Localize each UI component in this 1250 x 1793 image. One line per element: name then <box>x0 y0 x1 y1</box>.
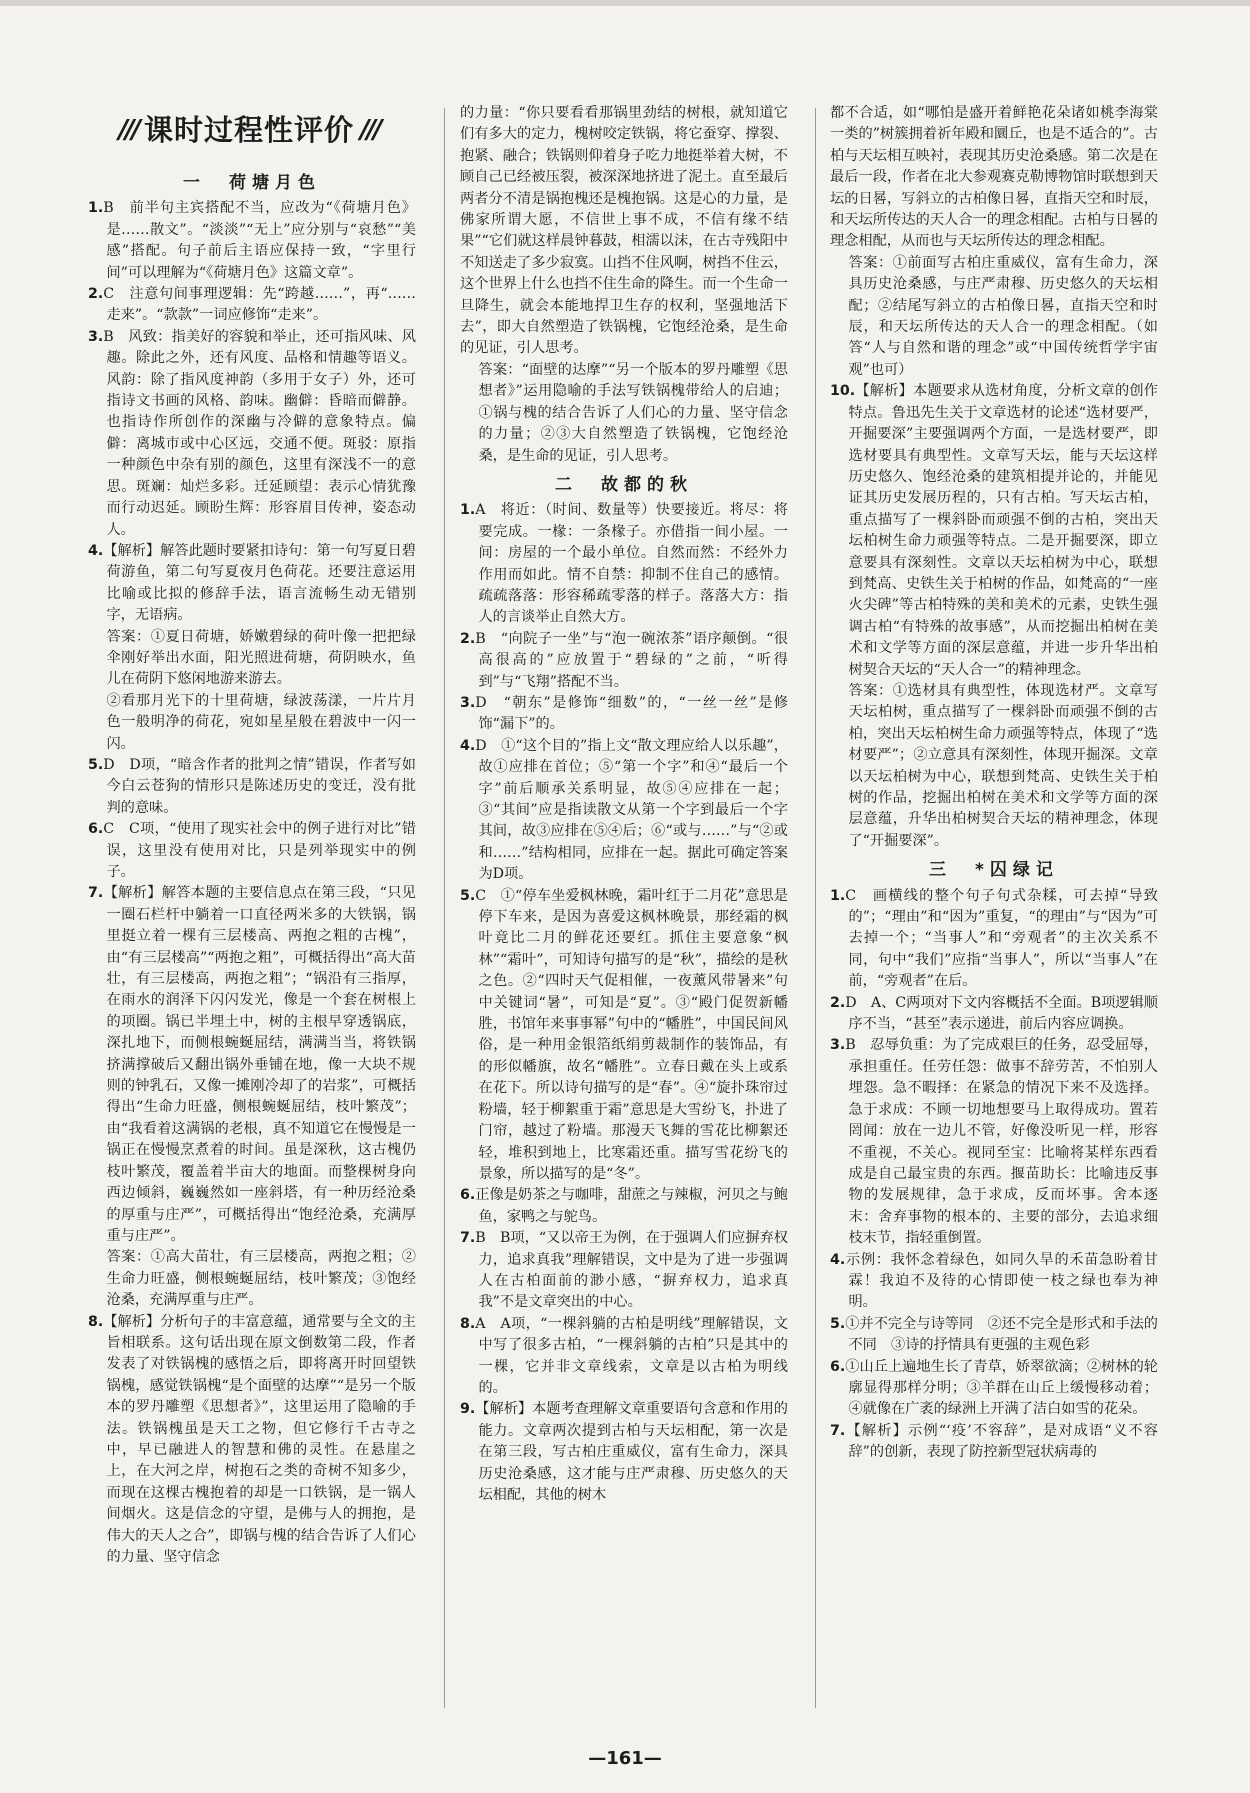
item-text: D “朝东”是修饰“细数”的，“一丝一丝”是修饰“漏下”的。 <box>475 694 788 733</box>
answer-text: ②看那月光下的十里荷塘，绿波荡漾，一片片月色一般明净的荷花，宛如星星般在碧波中一闪一闪。 <box>106 692 416 752</box>
answer-text: 答案：①高大苗壮，有三层楼高，两抱之粗；②生命力旺盛，侧根蜿蜒屈结，枝叶繁茂；③饱经沧桑，充满厚重与庄严。 <box>106 1249 416 1309</box>
item-number: 9. <box>460 1401 476 1418</box>
answer-item <box>460 629 788 693</box>
answer-text: 答案：①前面写古柏庄重威仪，富有生命力，深具历史沧桑感，与庄严肃穆、历史悠久的天坛相配；②结尾写斜立的古柏像日晷，直指天空和时辰，和天坛所传达的天人合一的理念相配。（如答“人与自然和谐的理念”或“中国传统哲学宇宙观”也可） <box>848 254 1158 378</box>
answer-text: 答案：①选材具有典型性，体现选材严。文章写天坛柏树，重点描写了一棵斜卧而顽强不倒的古柏，突出天坛柏树生命力顽强等特点，体现了“选材要严”；②立意具有深刻性，体现开掘深。文章以天坛柏树为中心，联想到梵高、史铁生关于柏树的作品，挖掘出柏树在美术和文学等方面的深层意蕴，升华出柏树契合天坛的精神理念，体现了“开掘要深”。 <box>848 682 1158 849</box>
answer-list <box>88 198 416 1568</box>
item-text: 【解析】解答本题的主要信息点在第三段，“只见一圈石栏杆中躺着一口直径两米多的大铁锅，锅里挺立着一棵有三层楼高、两抱之粗的古槐”，由“有三层楼高”“两抱之粗”，可概括得出“高大苗壮，有三层楼高，两抱之粗”；“锅沿有三指厚，在雨水的润泽下闪闪发光，像是一个套在树根上的项圈。锅已半埋土中，树的主根早穿透锅底，深扎地下，而侧根蜿蜒屈结，满满当当，将铁锅挤满撑破后又翻出锅外垂铺在地，像一大块不规则的钟乳石，又像一摊刚冷却了的岩浆”，可概括得出“生命力旺盛，侧根蜿蜒屈结，枝叶繁茂”；由“我看着这满锅的老根，真不知道它在慢慢是一锅正在慢慢烹煮着的时间。虽是深秋，这古槐仍枝叶繁茂，覆盖着半亩大的地面。而整棵树身向西边倾斜，巍巍然如一座斜塔，有一种历经沧桑的厚重与庄严”，可概括得出“饱经沧桑，充满厚重与庄严”。 <box>103 885 416 1244</box>
answer-item <box>830 1314 1158 1357</box>
answer-continuation: 的力量：“你只要看看那锅里劲结的树根，就知道它们有多大的定力，槐树咬定铁锅，将它蚕穿、撑裂、抱紧、融合；铁锅则仰着身子吃力地挺举着大树，不顾自己已经被压裂，被深深地挤进了泥土。直至最后两者分不清是锅抱槐还是槐抱锅。这是心的力量，是佛家所谓大愿，不信世上事不成，不信有缘不结果”“它们就这样晨钟暮鼓，相濡以沫，在古寺残阳中不知送走了多少寂寞。山挡不住风啊，树挡不住云，这个世界上什么也挡不住生命的降生。而一个生命一旦降生，就会本能地捍卫生存的权利，坚强地活下去”，即大自然塑造了铁锅槐，它饱经沧桑，是生命的见证，引人思考。 <box>460 105 788 357</box>
answer-item <box>88 819 416 883</box>
item-number: 7. <box>88 885 104 902</box>
item-number: 6. <box>830 1358 846 1375</box>
answer-item <box>88 327 416 541</box>
page-banner <box>88 111 410 151</box>
item-text: 【解析】分析句子的丰富意蕴，通常要与全文的主旨相联系。这句话出现在原文倒数第二段，作者发表了对铁锅槐的感悟之后，即将离开时回望铁锅槐，感觉铁锅槐“是个面壁的达摩”“是另一个版本的罗丹雕塑《思想者》”，这里运用了隐喻的手法。铁锅槐虽是天工之物，但它修行千古寺之中，早已融进人的智慧和佛的灵性。在悬崖之上，在大河之岸，树抱石之类的奇树不知多少，而现在这棵古槐抱着的却是一口铁锅，是一锅人间烟火。这是信念的守望，是佛与人的拥抱，是伟大的天人之合”，即锅与槐的结合告诉了人们心的力量、坚守信念 <box>103 1313 416 1565</box>
item-number: 6. <box>88 821 104 838</box>
answer-item <box>88 883 416 1247</box>
item-text: 示例：我怀念着绿色，如同久旱的禾苗急盼着甘霖！我迫不及待的心情即使一枝之绿也奉为神明。 <box>845 1251 1158 1311</box>
answer-item <box>830 1250 1158 1314</box>
section-title: 三 *囚绿记 <box>929 860 1059 881</box>
item-text: C 注意句间事理逻辑：先“跨越……”，再“……走来”。“款款”一词应修饰“走来”。 <box>103 286 416 324</box>
item-number: 3. <box>88 328 104 345</box>
item-number: 6. <box>460 1187 476 1204</box>
item-text: 【解析】本题考查理解文章重要语句含意和作用的能力。文章两次提到古柏与天坛相配，第一次是在第三段，写古柏庄重威仪，富有生命力，深具历史沧桑感，这才能与庄严肃穆、历史悠久的天坛相配，其他的树木 <box>475 1401 788 1503</box>
answer-item <box>460 736 788 886</box>
item-text: B 前半句主宾搭配不当，应改为“《荷塘月色》是……散文”。“淡淡”“无上”应分别与“哀愁”“美感”搭配。句子前后主语应保持一致，“字里行间”可以理解为“《荷塘月色》这篇文章”。 <box>103 200 416 281</box>
answer-item <box>460 1314 788 1400</box>
column-middle <box>460 103 788 1718</box>
item-text: A A项，“一棵斜躺的古柏是明线”理解错误，文中写了很多古柏，“一棵斜躺的古柏”只是其中的一棵，它并非文章线索，文章是以古柏为明线的。 <box>475 1315 788 1396</box>
item-text: 【解析】解答此题时要紧扣诗句：第一句写夏日碧荷游鱼，第二句写夏夜月色荷花。还要注意运用比喻或比拟的修辞手法，语言流畅生动无错别字，无语病。 <box>103 542 416 624</box>
item-number: 2. <box>830 994 846 1011</box>
banner-slashes-right: /// <box>360 115 380 146</box>
answer-item <box>88 198 416 284</box>
answer-item <box>460 886 788 1186</box>
column-divider <box>444 108 445 1708</box>
answer-item <box>830 886 1158 993</box>
item-number: 5. <box>88 756 104 773</box>
answer-item <box>830 1035 1158 1249</box>
item-text: D ①“这个目的”指上文“散文理应给人以乐趣”，故①应排在首位；⑤“第一个字”和④“最后一个字”前后顺承关系明显，故⑤④应排在一起；③“其间”应是指读散文从第一个字到最后一个字其间，故③应排在⑤④后；⑥“或与……”与“②或和……”结构相同，应排在一起。据此可确定答案为D项。 <box>475 737 788 883</box>
item-text: D D项，“暗含作者的批判之情”错误，作者写如今白云苍狗的情形只是陈述历史的变迁，没有批判的意味。 <box>103 756 416 816</box>
answer-list <box>460 500 788 1506</box>
column-divider <box>815 108 816 1708</box>
item-text: B 忍辱负重：为了完成艰巨的任务，忍受屈辱，承担重任。任劳任怨：做事不辞劳苦，不怕别人埋怨。急不暇择：在紧急的情况下来不及选择。急于求成：不顾一切地想要马上取得成功。置若罔闻：放在一边儿不管，好像没听见一样，形容不重视，不关心。视同至宝：比喻将某样东西看成是自己最宝贵的东西。揠苗助长：比喻违反事物的发展规律，急于求成，反而坏事。舍本逐末：舍弃事物的根本的、主要的部分，去追求细枝末节，指轻重倒置。 <box>845 1037 1158 1247</box>
item-text: D A、C两项对下文内容概括不全面。B项逻辑顺序不当，“甚至”表示递进，前后内容应调换。 <box>845 994 1158 1033</box>
column-left <box>88 103 416 1718</box>
answer-item <box>460 1228 788 1314</box>
item-text: C 画横线的整个句子句式杂糅，可去掉“导致的”；“理由”和“因为”重复，“的理由”与“因为”可去掉一个；“当事人”和“旁观者”的主次关系不同，句中“我们”应指“当事人”，所以“当事人”在前，“旁观者”在后。 <box>845 887 1158 990</box>
item-number: 5. <box>830 1315 846 1332</box>
item-number: 4. <box>88 542 104 559</box>
item-text: ①并不完全与诗等同 ②还不完全是形式和手法的不同 ③诗的抒情具有更强的主观色彩 <box>845 1315 1158 1354</box>
item-number: 2. <box>88 286 104 303</box>
answer-item <box>88 541 416 627</box>
banner-slashes-left: /// <box>118 115 138 146</box>
item-text: B 风致：指美好的容貌和举止，还可指风味、风趣。除此之外，还有风度、品格和情趣等语义。风韵：除了指风度神韵（多用于女子）外，还可指诗文书画的风格、韵味。幽僻：昏暗而僻静。也指诗作所创作的深幽与冷僻的意象特点。偏僻：离城市或中心区远，交通不便。斑驳：原指一种颜色中杂有别的颜色，这里有深浅不一的意思。斑斓：灿烂多彩。迁延顾望：表示心情犹豫而行动迟延。顾盼生辉：形容眉目传神，姿态动人。 <box>103 328 416 538</box>
answer-item <box>460 693 788 736</box>
answer-item <box>830 1421 1158 1464</box>
section-title: 一 荷塘月色 <box>183 173 321 193</box>
item-number: 1. <box>460 502 476 519</box>
answer-item <box>460 1185 788 1228</box>
section-title: 二 故都的秋 <box>555 474 693 495</box>
answer-item <box>830 993 1158 1036</box>
item-number: 4. <box>830 1251 846 1268</box>
item-text: 正像是奶茶之与咖啡，甜蔗之与辣椒，河贝之与鲍鱼，家鸭之与鸵鸟。 <box>475 1187 788 1225</box>
answer-item <box>88 284 416 327</box>
banner-title: 课时过程性评价 <box>143 113 354 148</box>
item-number: 2. <box>460 630 476 647</box>
answer-continuation: 都不合适，如“哪怕是盛开着鲜艳花朵诸如桃李海棠一类的”树簇拥着祈年殿和圜丘，也是不适合的”。古柏与天坛相互映衬，表现其历史沧桑感。第二次是在最后一段，作者在北大参观赛克勒博物馆时联想到天坛的日晷，写斜立的古柏像日晷，直指天空和时辰，和天坛所传达的天人合一的理念相配。古柏与日晷的理念相配，从而也与天坛所传达的理念相配。 <box>830 105 1158 250</box>
item-text: B B项，“又以帝王为例，在于强调人们应摒弃权力，追求真我”理解错误，文中是为了进一步强调人在古柏面前的渺小感，“摒弃权力，追求真我”不是文章突出的中心。 <box>475 1230 788 1311</box>
item-text: ①山丘上遍地生长了青草，娇翠欲滴；②树林的轮廓显得那样分明；③羊群在山丘上缓慢移动着；④就像在广袤的绿洲上开满了洁白如雪的花朵。 <box>845 1358 1158 1418</box>
item-text: B “向院子一坐”与“泡一碗浓茶”语序颠倒。“很高很高的”应放置于“碧绿的”之前，“听得到”与“飞翔”搭配不当。 <box>475 630 788 690</box>
answer-list <box>830 886 1158 1464</box>
item-number: 3. <box>460 694 476 711</box>
item-number: 1. <box>830 887 846 904</box>
item-text: C C项，“使用了现实社会中的例子进行对比”错误，这里没有使用对比，只是列举现实中的例子。 <box>103 821 416 880</box>
answer-item <box>460 1399 788 1506</box>
answer-item <box>88 1312 416 1569</box>
page-number: —161— <box>588 1748 662 1769</box>
item-number: 7. <box>830 1422 846 1439</box>
item-number: 8. <box>460 1315 476 1332</box>
item-number: 8. <box>88 1313 104 1330</box>
item-text: A 将近：（时间、数量等）快要接近。将尽：将要完成。一椽：一条椽子。亦借指一间小屋。一间：房屋的一个最小单位。自然而然：不经外力作用而如此。情不自禁：抑制不住自己的感情。疏疏落落：形容稀疏零落的样子。落落大方：指人的言谈举止自然大方。 <box>475 502 788 626</box>
column-right <box>830 103 1158 1718</box>
answer-text: 答案：①夏日荷塘，娇嫩碧绿的荷叶像一把把绿伞刚好举出水面，阳光照进荷塘，荷阴映水，鱼儿在荷阴下悠闲地游来游去。 <box>106 628 416 688</box>
answer-item <box>88 755 416 819</box>
page-top-edge <box>0 0 1250 6</box>
item-number: 4. <box>460 737 476 754</box>
answer-item <box>460 500 788 628</box>
item-text: 【解析】示例“‘疫’不容辞”，是对成语“义不容辞”的创新，表现了防控新型冠状病毒的 <box>845 1422 1158 1461</box>
answer-text: 答案：“面壁的达摩”“另一个版本的罗丹雕塑《思想者》”运用隐喻的手法写铁锅槐带给人的启迪；①锅与槐的结合告诉了人们心的力量、坚守信念的力量；②③大自然塑造了铁锅槐，它饱经沧桑，是生命的见证，引人思考。 <box>478 361 788 464</box>
item-number: 5. <box>460 887 476 904</box>
item-number: 7. <box>460 1230 476 1247</box>
item-number: 3. <box>830 1037 846 1054</box>
item-text: C ①“停车坐爱枫林晚，霜叶红于二月花”意思是停下车来，是因为喜爱这枫林晚景，那经霜的枫叶竟比二月的鲜花还要红。抓住主要意象“枫林”“霜叶”，可知诗句描写的是“秋”，描绘的是秋之色。②“四时天气促相催，一夜薰风带暑来”句中关键词“暑”，可知是“夏”。③“殿门促贺新幡胜，书馆年来事事幂”句中的“幡胜”，中国民间风俗，是一种用金银箔纸绢剪裁制作的装饰品，有的形似幡旗，故名“幡胜”。立春日戴在头上或系在花下。所以诗句描写的是“春”。④“旋扑珠帘过粉墙，轻于柳絮重于霜”意思是大雪纷飞，扑进了门帘，越过了粉墙。那漫天飞舞的雪花比柳絮还轻，堆积到地上，比寒霜还重。描写雪花纷飞的景象，所以描写的是“冬”。 <box>475 887 788 1182</box>
item-number: 1. <box>88 200 104 217</box>
answer-item <box>830 1357 1158 1421</box>
answer-item: 10.【解析】本题要求从选材角度，分析文章的创作特点。鲁迅先生关于文章选材的论述“选材要严，开掘要深”主要强调两个方面，一是选材要严，即选材要具有典型性。文章写天坛，能与天坛这样历史悠久、饱经沧桑的建筑相提并论的，并能见证其历史发展历程的，只有古柏。写天坛古柏，重点描写了一棵斜卧而顽强不倒的古柏，突出天坛柏树生命力顽强等特点。二是开掘要深，即立意要具有深刻性。文章以天坛柏树为中心，联想到梵高、史铁生关于柏树的作品，如梵高的“一座火尖碑”等古柏特殊的美和美术的元素，史铁生强调古柏“有特殊的故事感”，从而挖掘出柏树在美术和文学等方面的深层意蕴，并进一步升华出柏树契合天坛的“天人合一”的精神理念。 <box>830 383 1158 678</box>
